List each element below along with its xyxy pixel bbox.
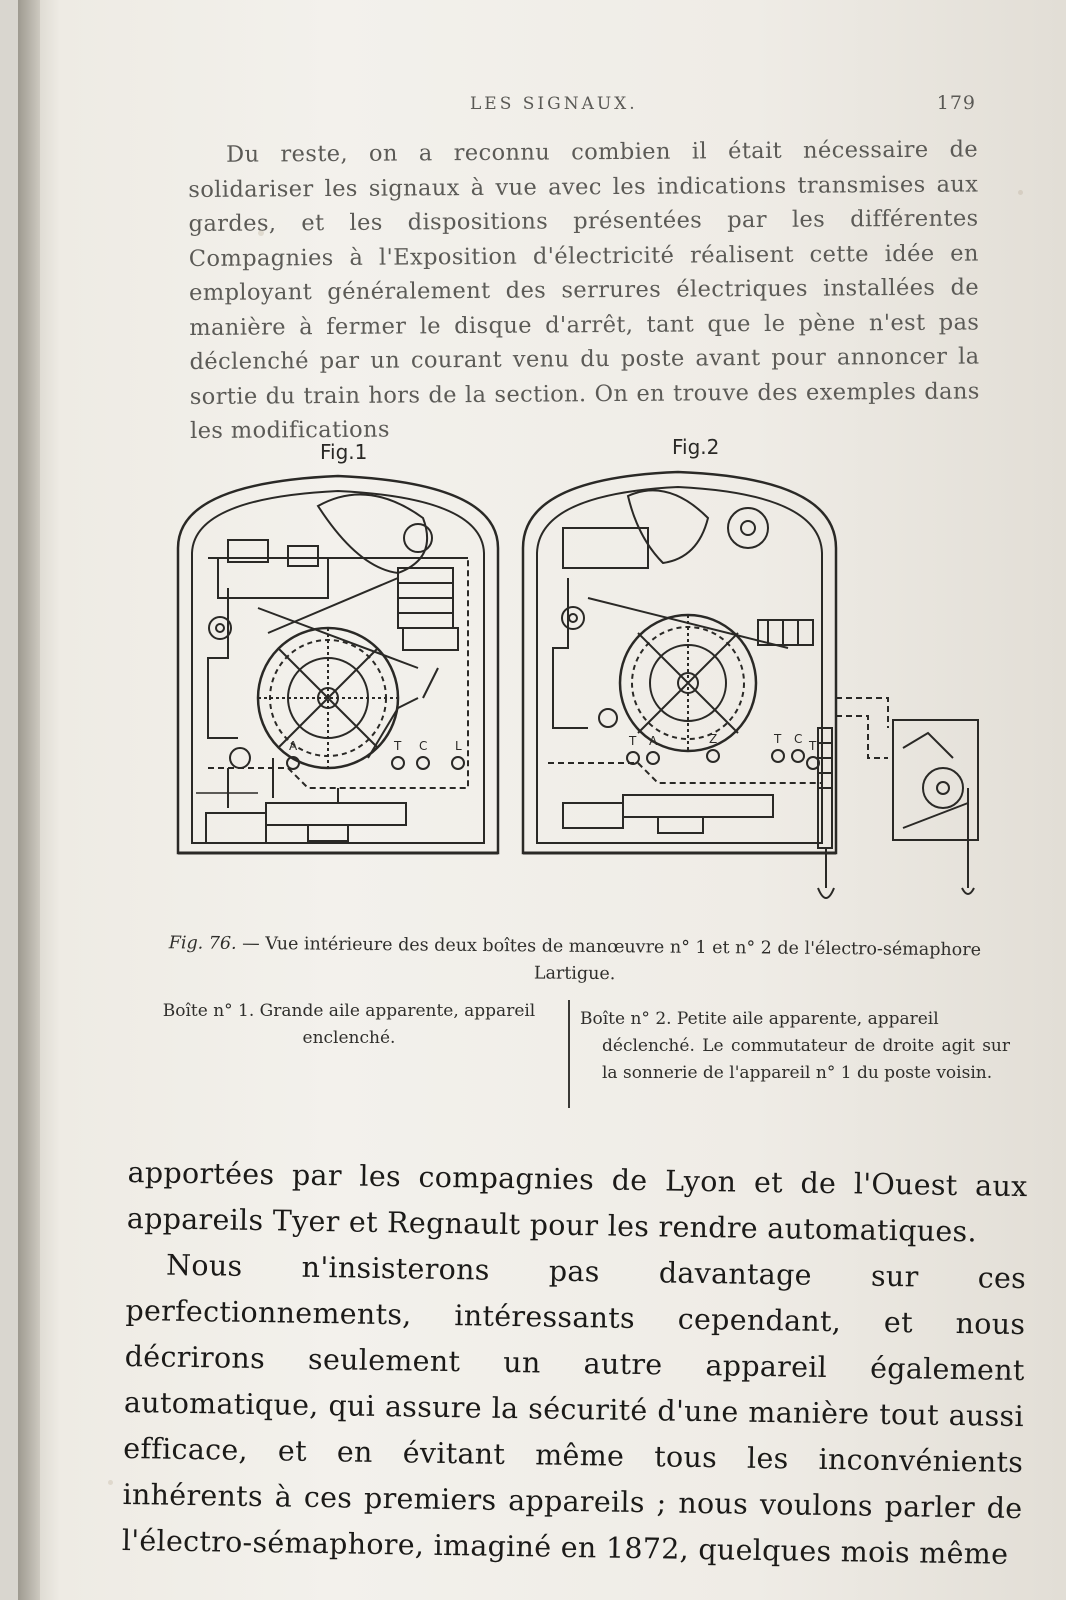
terminal-label: A bbox=[649, 734, 658, 748]
top-paragraph-block bbox=[188, 132, 980, 448]
caption-box-2 bbox=[580, 1006, 1010, 1087]
caption-divider bbox=[568, 1000, 570, 1108]
figure-number: Fig. 76. bbox=[168, 933, 237, 954]
running-header bbox=[470, 92, 976, 114]
book-spine bbox=[18, 0, 40, 1600]
terminal-label: C bbox=[794, 732, 803, 746]
terminal-label: C bbox=[419, 739, 428, 753]
terminal-label: T bbox=[629, 734, 637, 748]
paper-stain bbox=[1018, 190, 1023, 195]
running-title: LES SIGNAUX. bbox=[470, 94, 638, 114]
figure-caption bbox=[140, 930, 1010, 992]
electro-semaphore-illustration bbox=[168, 458, 1008, 928]
box-1-drawing bbox=[178, 476, 498, 853]
bottom-paragraph-1: apportées par les compagnies de Lyon et de l'Ouest aux appareils Tyer et Regnault pour les rendre automatiques. bbox=[126, 1155, 1028, 1249]
caption-box-2-first-line: Boîte n° 2. Petite aile apparente, appareil bbox=[580, 1009, 939, 1029]
caption-box-1: Boîte n° 1. Grande aile apparente, appareil enclenché. bbox=[162, 1001, 536, 1048]
terminal-label: T bbox=[809, 739, 817, 753]
figure-caption-text: — Vue intérieure des deux boîtes de manœuvre n° 1 et n° 2 de l'électro-sémaphore Lartigue. bbox=[236, 933, 982, 985]
page-number: 179 bbox=[936, 92, 976, 114]
box-2-drawing bbox=[523, 472, 978, 898]
figure-1-label: Fig.1 bbox=[320, 440, 368, 464]
terminal-label: A bbox=[289, 739, 298, 753]
bottom-paragraph-2: Nous n'insisterons pas davantage sur ces perfectionnements, intéressants cependant, et nous décrirons seulement un autre appareil également automatique, qui assure la sécurité d'une manière tout aussi efficace, et en évitant même tous les inconvénients inhérents à ces premiers appareils ; nous voulons parler de l'électro-sémaphore, imaginé en 1872, quelques mois même bbox=[121, 1248, 1027, 1571]
terminal-label: T bbox=[394, 739, 402, 753]
terminal-label: L bbox=[455, 739, 462, 753]
terminal-label: Z bbox=[709, 732, 718, 746]
terminal-label: T bbox=[774, 732, 782, 746]
top-paragraph: Du reste, on a reconnu combien il était nécessaire de solidariser les signaux à vue avec les indications transmises aux gardes, et les dispositions présentées par les différentes Compagnies à l'Exposition d'électricité réalisent cette idée en employant généralement des serrures électriques installées de manière à fermer le disque d'arrêt, tant que le pène n'est pas déclenché par un courant venu du poste avant pour annoncer la sortie du train hors de la section. On en trouve des exemples dans les modifications bbox=[188, 136, 980, 444]
figure-2-label: Fig.2 bbox=[672, 435, 720, 459]
paper-stain bbox=[108, 1480, 113, 1485]
caption-box-2-rest: déclenché. Le commutateur de droite agit sur la sonnerie de l'appareil n° 1 du poste voisin. bbox=[602, 1036, 1010, 1083]
bottom-text-block bbox=[121, 1150, 1027, 1578]
